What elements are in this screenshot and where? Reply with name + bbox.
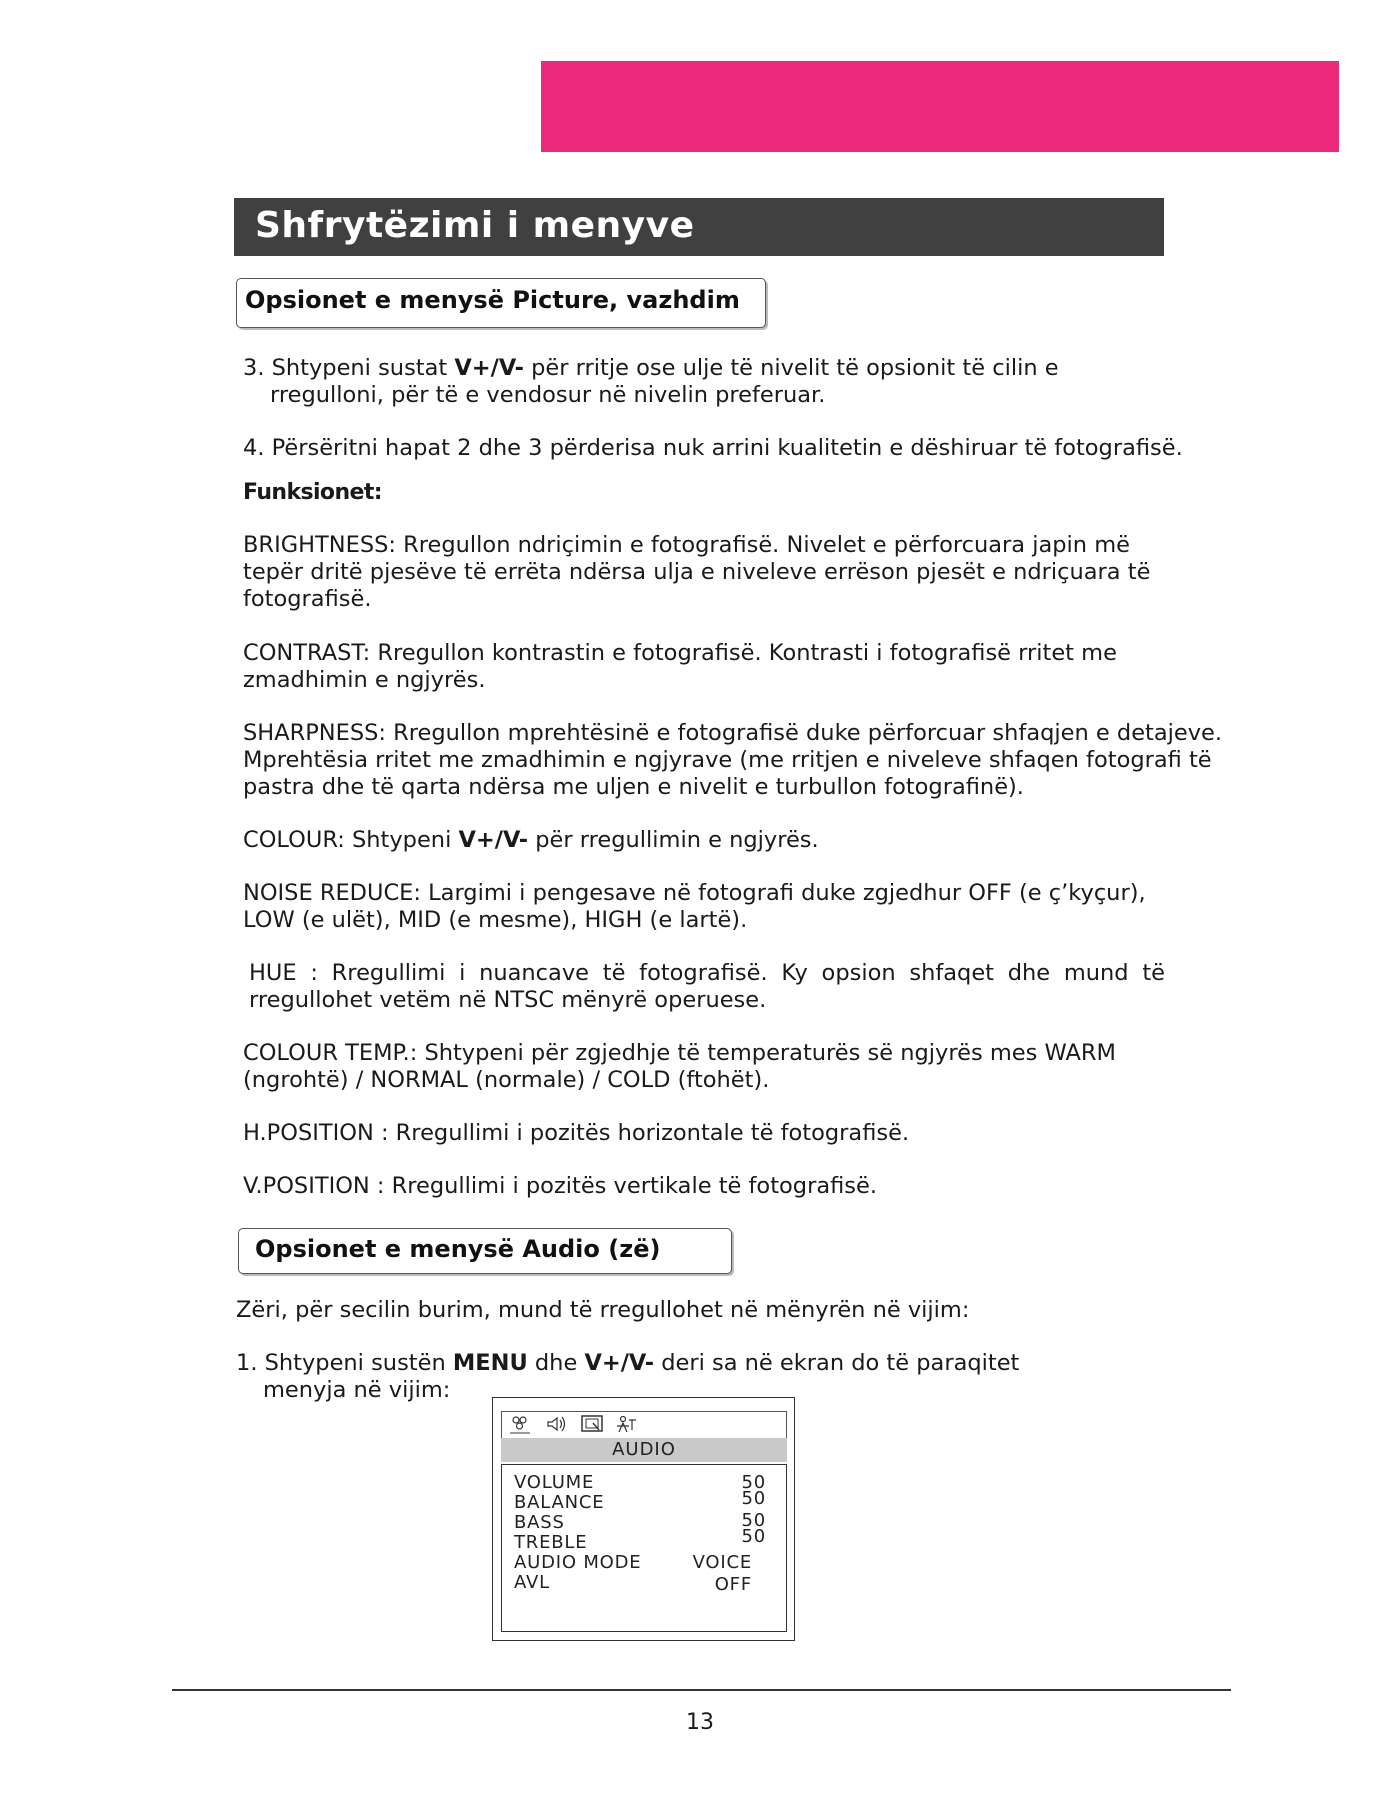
- colour-temp-text: COLOUR TEMP.: Shtypeni për zgjedhje të temperaturës së ngjyrës mes WARM (ngrohtë) / NORMAL (normale) / COLD (ftohët).: [243, 1040, 1116, 1093]
- hue-text: HUE : Rregullimi i nuancave të fotografisë. Ky opsion shfaqet dhe mund të rregullohet vetëm në NTSC mënyrë operuese.: [249, 960, 1165, 1013]
- settings-icon: [614, 1414, 638, 1434]
- screen-icon: [580, 1414, 604, 1434]
- header-accent-band: [541, 61, 1339, 152]
- osd-row-treble: TREBLE 50: [514, 1526, 766, 1553]
- step-3: 3. Shtypeni sustat V+/V- për rritje ose ulje të nivelit të opsionit të cilin e rregulloni, për të e vendosur në nivelin preferuar.: [243, 355, 1059, 408]
- sharpness-text: SHARPNESS: Rregullon mprehtësinë e fotografisë duke përforcuar shfaqjen e detajeve. Mprehtësia rritet me zmadhimin e ngjyrave (me rritjen e niveleve shfaqen fotografi të pastra dhe të qarta ndërsa me uljen e nivelit e turbullon fotografinë).: [243, 720, 1223, 800]
- audio-intro: Zëri, për secilin burim, mund të rregullohet në mënyrën në vijim:: [236, 1297, 970, 1323]
- osd-icon-bar: [501, 1411, 787, 1439]
- brightness-text: BRIGHTNESS: Rregullon ndriçimin e fotografisë. Nivelet e përforcuara japin më tepër dritë pjesëve të errëta ndërsa ulja e niveleve errëson pjesët e ndriçuara të fotografisë.: [243, 532, 1151, 612]
- section-heading-audio: [238, 1228, 732, 1274]
- speaker-icon: [544, 1414, 568, 1434]
- section-heading-picture-text: Opsionet e menysë Picture, vazhdim: [245, 286, 740, 314]
- osd-row-balance: BALANCE 50: [514, 1488, 766, 1513]
- contrast-text: CONTRAST: Rregullon kontrastin e fotografisë. Kontrasti i fotografisë rritet me zmadhimin e ngjyrës.: [243, 640, 1117, 693]
- page-number: 13: [686, 1710, 714, 1735]
- osd-title: AUDIO: [501, 1438, 787, 1462]
- step-4: 4. Përsëritni hapat 2 dhe 3 përderisa nuk arrini kualitetin e dëshiruar të fotografisë.: [243, 435, 1183, 461]
- functions-label: Funksionet:: [243, 480, 382, 505]
- v-position-text: V.POSITION : Rregullimi i pozitës vertikale të fotografisë.: [243, 1173, 877, 1199]
- footer-divider: [172, 1689, 1231, 1691]
- noise-reduce-text: NOISE REDUCE: Largimi i pengesave në fotografi duke zgjedhur OFF (e ç’kyçur), LOW (e ulët), MID (e mesme), HIGH (e lartë).: [243, 880, 1146, 933]
- picture-icon: [508, 1414, 532, 1434]
- osd-row-volume: VOLUME 50: [514, 1472, 766, 1493]
- osd-row-audio-mode: AUDIO MODE VOICE: [514, 1552, 752, 1573]
- section-heading-picture: [236, 278, 766, 328]
- audio-step-1: 1. Shtypeni sustën MENU dhe V+/V- deri sa në ekran do të paraqitet menyja në vijim:: [236, 1350, 1020, 1403]
- page-title: Shfrytëzimi i menyve: [255, 205, 695, 246]
- osd-row-bass: BASS 50: [514, 1510, 766, 1533]
- colour-text: COLOUR: Shtypeni V+/V- për rregullimin e ngjyrës.: [243, 827, 819, 853]
- page-title-bar: [234, 198, 1164, 256]
- h-position-text: H.POSITION : Rregullimi i pozitës horizontale të fotografisë.: [243, 1120, 910, 1146]
- audio-osd-menu: [492, 1397, 795, 1641]
- osd-row-avl: AVL OFF: [514, 1572, 752, 1595]
- osd-list: [501, 1464, 787, 1632]
- section-heading-audio-text: Opsionet e menysë Audio (zë): [255, 1235, 661, 1263]
